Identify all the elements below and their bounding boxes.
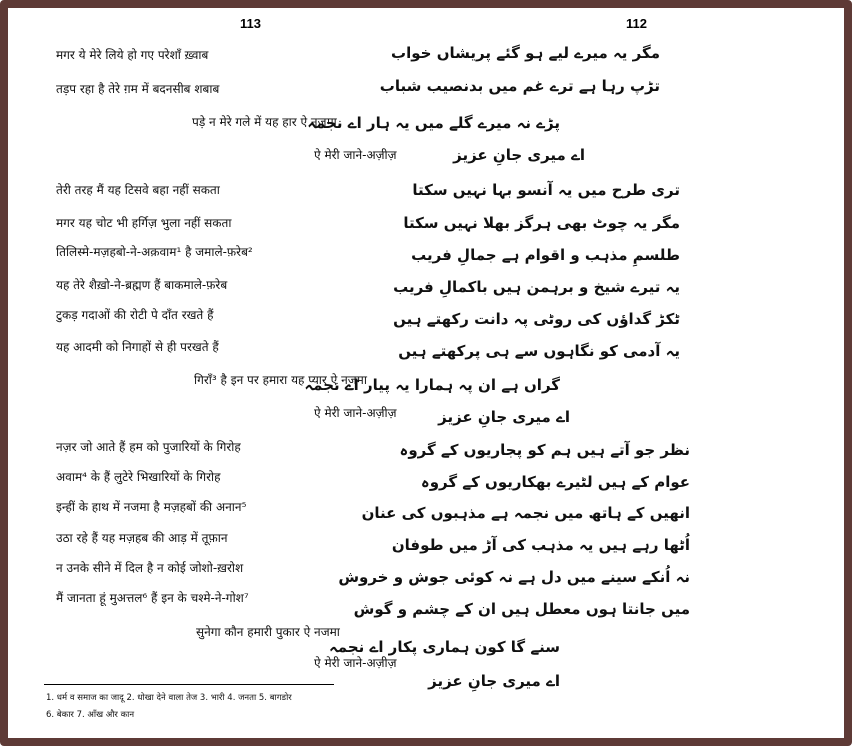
footnote-line: 6. बेकार 7. आँख और कान: [46, 710, 135, 720]
urdu-line: سنے گا کون ہماری پکار اے نجمہ: [329, 638, 560, 656]
hindi-line: यह तेरे शैख़ो-ने-ब्रह्मण हैं बाकमाले-फ़रेब: [56, 278, 228, 292]
urdu-line: انھیں کے ہاتھ میں نجمہ ہے مذہبوں کی عنان: [361, 504, 690, 522]
hindi-line: अवाम⁴ के हैं लुटेरे भिखारियों के गिरोह: [56, 470, 221, 484]
urdu-refrain: اے میری جانِ عزیز: [453, 146, 585, 164]
hindi-line: टुकड़ गदाओं की रोटी पे दाँत रखते हैं: [56, 308, 214, 322]
urdu-line: عوام کے ہیں لٹیرے بھکاریوں کے گروہ: [420, 473, 690, 491]
urdu-line: ٹکڑ گداؤں کی روٹی پہ دانت رکھتے ہیں: [393, 310, 680, 328]
urdu-line: تڑپ رہا ہے ترے غم میں بدنصیب شباب: [379, 77, 660, 95]
footnote-line: 1. धर्म व समाज का जादू 2. धोखा देने वाला तेज 3. भारी 4. जनता 5. बागडोर: [46, 693, 292, 703]
hindi-line: गिराँ³ है इन पर हमारा यह प्यार ऐ नजमा: [194, 373, 367, 387]
urdu-line: نہ اُنکے سینے میں دل ہے نہ کوئی جوش و خروش: [338, 568, 690, 586]
urdu-line: پڑے نہ میرے گلے میں یہ ہار اے نجمہ: [307, 114, 560, 132]
hindi-line: मगर यह चोट भी हर्गिज़ भुला नहीं सकता: [56, 216, 232, 230]
urdu-line: مگر یہ چوٹ بھی ہرگز بھلا نہیں سکتا: [403, 214, 680, 232]
urdu-refrain: اے میری جانِ عزیز: [438, 408, 570, 426]
hindi-line: तड़प रहा है तेरे ग़म में बदनसीब शबाब: [56, 82, 220, 96]
hindi-refrain: ऐ मेरी जाने-अज़ीज़: [314, 656, 397, 670]
hindi-refrain: ऐ मेरी जाने-अज़ीज़: [314, 406, 397, 420]
hindi-line: मैं जानता हूं मुअत्तल⁶ हैं इन के चश्मे-ने-गोश⁷: [56, 591, 249, 605]
urdu-line: گراں ہے ان پہ ہمارا یہ پیار اے نجمہ: [304, 376, 560, 394]
hindi-line: मगर ये मेरे लिये हो गए परेशाँ ख़्वाब: [56, 48, 209, 62]
hindi-page: [44, 36, 397, 736]
urdu-line: طلسمِ مذہب و اقوام ہے جمالِ فریب: [411, 246, 680, 264]
footnote-rule: [44, 684, 334, 685]
urdu-line: تری طرح میں یہ آنسو بہا نہیں سکتا: [412, 181, 680, 199]
urdu-line: مگر یہ میرے لیے ہو گئے پریشاں خواب: [391, 44, 660, 62]
hindi-line: पड़े न मेरे गले में यह हार ऐ नजमा: [192, 115, 337, 129]
hindi-line: यह आदमी को निगाहों से ही परखते हैं: [56, 340, 219, 354]
hindi-line: इन्हीं के हाथ में नजमा है मज़हबों की अनान⁵: [56, 500, 247, 514]
urdu-line: نظر جو آتے ہیں ہم کو پجاریوں کے گروہ: [399, 441, 690, 459]
hindi-line: उठा रहे हैं यह मज़हब की आड़ में तूफ़ान: [56, 531, 228, 545]
hindi-line: न उनके सीने में दिल है न कोई जोशो-ख़रोश: [56, 561, 244, 575]
urdu-line: یہ آدمی کو نگاہوں سے ہی پرکھتے ہیں: [398, 342, 680, 360]
hindi-refrain: ऐ मेरी जाने-अज़ीज़: [314, 148, 397, 162]
left-page-number: 113: [240, 16, 261, 31]
hindi-line: तेरी तरह मैं यह टिसवे बहा नहीं सकता: [56, 183, 220, 197]
urdu-line: یہ تیرے شیخ و برہمن ہیں باکمالِ فریب: [393, 278, 680, 296]
hindi-line: सुनेगा कौन हमारी पुकार ऐ नजमा: [196, 625, 340, 639]
hindi-line: तिलिस्मे-मज़हबो-ने-अक़वाम¹ है जमाले-फ़रेब²: [56, 245, 253, 259]
urdu-refrain: اے میری جانِ عزیز: [428, 672, 560, 690]
urdu-line: میں جانتا ہوں معطل ہیں ان کے چشم و گوش: [353, 600, 690, 618]
right-page-number: 112: [626, 16, 647, 31]
hindi-line: नज़र जो आते हैं हम को पुजारियों के गिरोह: [56, 440, 241, 454]
urdu-line: اُٹھا رہے ہیں یہ مذہب کی آڑ میں طوفان: [391, 536, 690, 554]
